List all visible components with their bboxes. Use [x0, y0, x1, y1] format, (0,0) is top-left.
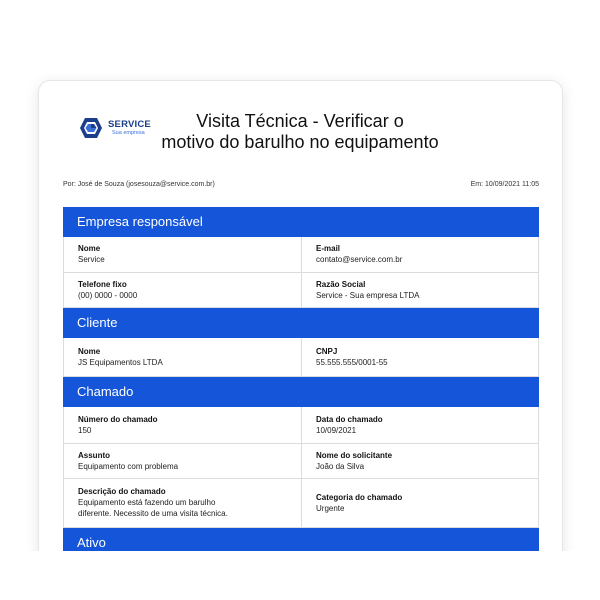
- field-label: Assunto: [78, 450, 110, 460]
- field-label: Número do chamado: [78, 414, 158, 424]
- table-row: [63, 338, 539, 377]
- field-value-line: Equipamento está fazendo um barulho: [78, 498, 216, 507]
- field-cell: [64, 444, 301, 478]
- service-logo-icon: [79, 117, 103, 139]
- table-row: [63, 479, 539, 528]
- field-value: Urgente: [316, 503, 345, 513]
- service-logo: [79, 117, 151, 139]
- field-label: Telefone fixo: [78, 279, 127, 289]
- field-cell: [64, 237, 301, 272]
- field-label: Nome: [78, 244, 101, 253]
- logo-name: SERVICE: [108, 119, 151, 130]
- table-row: [63, 407, 539, 444]
- field-label: Nome: [78, 346, 101, 356]
- field-cell: [301, 273, 538, 307]
- logo-tagline: Sua empresa: [112, 129, 145, 136]
- field-cell: [64, 407, 301, 443]
- field-label: CNPJ: [316, 346, 338, 356]
- field-cell: [64, 338, 301, 376]
- field-value: Service - Sua empresa LTDA: [316, 290, 420, 300]
- section-header-empresa: Empresa responsável: [63, 207, 539, 237]
- title-line-1: Visita Técnica - Verificar o: [196, 111, 404, 131]
- field-label: Descrição do chamado: [78, 487, 166, 496]
- field-label: Data do chamado: [316, 414, 383, 424]
- field-label: E-mail: [316, 244, 341, 253]
- field-label: Nome do solicitante: [316, 450, 393, 460]
- author-line: Por: José de Souza (josesouza@service.com.br): [63, 181, 215, 188]
- field-cell: [64, 479, 301, 527]
- table-row: [63, 444, 539, 479]
- page-title: [150, 111, 450, 153]
- field-value: 10/09/2021: [316, 425, 357, 435]
- date-line: Em: 10/09/2021 11:05: [470, 181, 539, 188]
- field-value-line: diferente. Necessito de uma visita técnica.: [78, 509, 228, 518]
- section-header-chamado: Chamado: [63, 377, 539, 407]
- title-line-2: motivo do barulho no equipamento: [161, 132, 439, 152]
- table-row: [63, 237, 539, 273]
- field-value: 55.555.555/0001-55: [316, 357, 388, 367]
- section-header-cliente: Cliente: [63, 308, 539, 338]
- field-label: Categoria do chamado: [316, 492, 403, 502]
- field-label: Razão Social: [316, 279, 366, 289]
- field-value: contato@service.com.br: [316, 255, 403, 264]
- field-value: João da Silva: [316, 461, 365, 471]
- field-cell: [301, 444, 538, 478]
- bottom-fade: [0, 551, 600, 600]
- table-row: [63, 273, 539, 308]
- field-cell: [301, 407, 538, 443]
- field-cell: [301, 237, 538, 272]
- field-cell: [301, 338, 538, 376]
- field-value: 150: [78, 425, 92, 435]
- field-value: Service: [78, 255, 105, 264]
- field-cell: [64, 273, 301, 307]
- field-cell: [301, 479, 538, 527]
- report-table: [63, 207, 539, 558]
- field-value: (00) 0000 - 0000: [78, 290, 138, 300]
- field-value: JS Equipamentos LTDA: [78, 357, 163, 367]
- field-value: Equipamento com problema: [78, 461, 179, 471]
- section-header-ativo: Ativo: [63, 528, 539, 558]
